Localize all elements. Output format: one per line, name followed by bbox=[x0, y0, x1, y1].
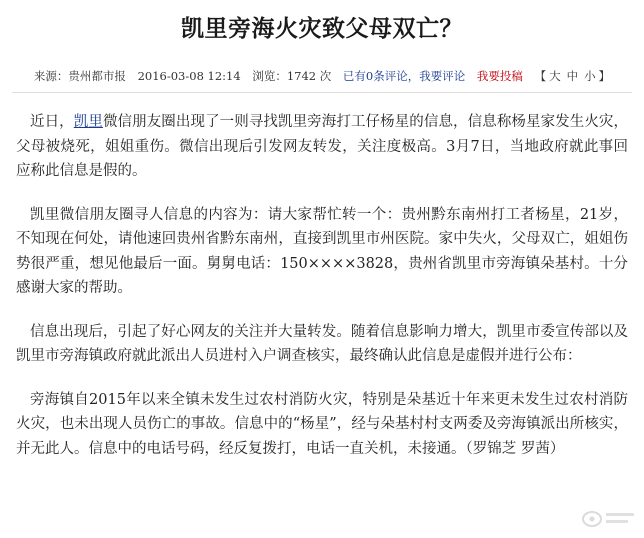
font-size-switcher bbox=[535, 69, 611, 83]
submit-article-link[interactable]: 我要投稿 bbox=[476, 69, 523, 83]
size-open-bracket: 【 bbox=[534, 69, 547, 83]
paragraph-2: 凯里微信朋友圈寻人信息的内容为：请大家帮忙转一个：贵州黔东南州打工者杨星，21岁，不知现在何处，请他速回贵州省黔东南州，直接到凯里市州医院。家中失火，父母双亡，姐姐伤势很严重，想见他最后一面。舅舅电话：150××××3828，贵州省凯里市旁海镇朵基村。十分感谢大家的帮助。 bbox=[16, 206, 628, 296]
font-size-small[interactable]: 小 bbox=[584, 69, 596, 83]
paragraph-1-text: 微信朋友圈出现了一则寻找凯里旁海打工仔杨星的信息，信息称杨星家发生火灾，父母被烧死，姐姐重伤。微信出现后引发网友转发，关注度极高。3月7日，当地政府就此事回应称此信息是假的。 bbox=[16, 114, 629, 179]
paragraph-3: 信息出现后，引起了好心网友的关注并大量转发。随着信息影响力增大，凯里市委宣传部以及凯里市旁海镇政府就此派出人员进村入户调查核实，最终确认此信息是虚假并进行公布： bbox=[16, 323, 628, 364]
write-comment-link[interactable]: 我要评论 bbox=[419, 69, 466, 83]
view-count: 浏览：1742 次 bbox=[252, 69, 332, 83]
font-size-large[interactable]: 大 bbox=[549, 69, 561, 83]
watermark-logo-icon bbox=[580, 506, 638, 532]
font-size-medium[interactable]: 中 bbox=[566, 69, 579, 83]
source-label: 来源：贵州都市报 bbox=[33, 69, 126, 83]
paragraph-1-lead: 近日， bbox=[30, 114, 74, 130]
size-close-bracket: 】 bbox=[598, 69, 611, 83]
article-meta bbox=[0, 68, 644, 84]
article-body bbox=[0, 110, 644, 480]
header-divider bbox=[12, 92, 632, 93]
publish-datetime: 2016-03-08 12:14 bbox=[137, 69, 241, 83]
article-title: 凯里旁海火灾致父母双亡？ bbox=[181, 16, 463, 42]
paragraph-4: 旁海镇自2015年以来全镇未发生过农村消防火灾，特别是朵基近十年来更未发生过农村消防火灾，也未出现人员伤亡的事故。信息中的“杨星”，经与朵基村村支两委及旁海镇派出所核实，并无此人。信息中的电话号码，经反复拨打，电话一直关机，未接通。（罗锦芝 罗茜） bbox=[16, 391, 628, 457]
paragraph-1 bbox=[0, 110, 644, 184]
keyword-link[interactable]: 凯里 bbox=[73, 114, 103, 130]
comment-count-link[interactable]: 已有0条评论， bbox=[342, 69, 420, 83]
